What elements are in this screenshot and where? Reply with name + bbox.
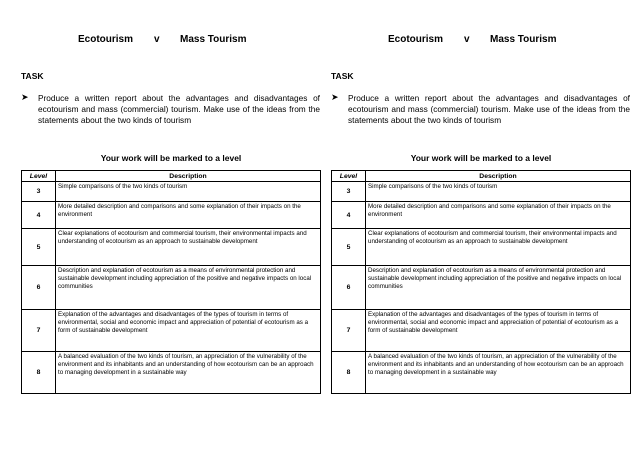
description-cell: Description and explanation of ecotourism as a means of environmental protection and sustainable development including appreciation of the positive and negative impacts on local communities (56, 266, 321, 310)
title-mass-tourism: Mass Tourism (490, 34, 557, 45)
level-cell: 5 (332, 229, 366, 266)
level-cell: 5 (22, 229, 56, 266)
description-header: Description (366, 171, 631, 182)
description-cell: Clear explanations of ecotourism and commercial tourism, their environmental impacts and understanding of ecotourism as an approach to sustainable development (56, 229, 321, 266)
level-cell: 4 (332, 202, 366, 229)
level-cell: 7 (332, 310, 366, 352)
title-versus: v (154, 34, 160, 45)
rubric-table (331, 170, 631, 394)
description-header: Description (56, 171, 321, 182)
description-cell: Explanation of the advantages and disadvantages of the types of tourism in terms of environmental, social and economic impact and appreciation of potential of ecotourism as a form of sustainable development (56, 310, 321, 352)
description-cell: Explanation of the advantages and disadvantages of the types of tourism in terms of environmental, social and economic impact and appreciation of potential of ecotourism as a form of sustainable development (366, 310, 631, 352)
level-cell: 3 (22, 182, 56, 202)
table-row (332, 229, 631, 266)
description-cell: Clear explanations of ecotourism and commercial tourism, their environmental impacts and understanding of ecotourism as an approach to sustainable development (366, 229, 631, 266)
title-mass-tourism: Mass Tourism (180, 34, 247, 45)
table-row (22, 202, 321, 229)
level-cell: 8 (22, 352, 56, 394)
table-row (22, 266, 321, 310)
level-header: Level (332, 171, 366, 182)
arrow-bullet-icon: ➤ (21, 92, 29, 102)
level-cell: 6 (22, 266, 56, 310)
description-cell: Simple comparisons of the two kinds of tourism (366, 182, 631, 202)
description-cell: A balanced evaluation of the two kinds of tourism, an appreciation of the vulnerability of the environment and its inhabitants and an understanding of how ecotourism can be an approach to managing development in a sustainable way (366, 352, 631, 394)
task-text: Produce a written report about the advantages and disadvantages of ecotourism and mass (commercial) tourism. Make use of the ideas from the statements about the two kinds of tourism (348, 93, 630, 125)
description-cell: More detailed description and comparisons and some explanation of their impacts on the environment (366, 202, 631, 229)
level-cell: 4 (22, 202, 56, 229)
table-header-row (332, 171, 631, 182)
arrow-bullet-icon: ➤ (331, 92, 339, 102)
worksheet-title (331, 34, 631, 48)
table-row (332, 352, 631, 394)
table-header-row (22, 171, 321, 182)
table-row (332, 310, 631, 352)
title-versus: v (464, 34, 470, 45)
table-row (332, 182, 631, 202)
worksheet-title (21, 34, 321, 48)
marked-to-level-heading: Your work will be marked to a level (410, 153, 552, 163)
level-cell: 6 (332, 266, 366, 310)
description-cell: Description and explanation of ecotourism as a means of environmental protection and sustainable development including appreciation of the positive and negative impacts on local communities (366, 266, 631, 310)
description-cell: Simple comparisons of the two kinds of tourism (56, 182, 321, 202)
level-cell: 7 (22, 310, 56, 352)
task-text: Produce a written report about the advantages and disadvantages of ecotourism and mass (commercial) tourism. Make use of the ideas from the statements about the two kinds of tourism (38, 93, 320, 125)
title-ecotourism: Ecotourism (78, 34, 134, 45)
task-heading: TASK (21, 71, 44, 81)
description-cell: More detailed description and comparisons and some explanation of their impacts on the environment (56, 202, 321, 229)
level-cell: 3 (332, 182, 366, 202)
rubric-table (21, 170, 321, 394)
level-cell: 8 (332, 352, 366, 394)
title-ecotourism: Ecotourism (388, 34, 444, 45)
table-row (22, 352, 321, 394)
marked-to-level-heading: Your work will be marked to a level (100, 153, 242, 163)
table-row (332, 266, 631, 310)
table-row (22, 310, 321, 352)
table-row (22, 229, 321, 266)
table-row (332, 202, 631, 229)
description-cell: A balanced evaluation of the two kinds of tourism, an appreciation of the vulnerability of the environment and its inhabitants and an understanding of how ecotourism can be an approach to managing development in a sustainable way (56, 352, 321, 394)
task-heading: TASK (331, 71, 354, 81)
table-row (22, 182, 321, 202)
level-header: Level (22, 171, 56, 182)
